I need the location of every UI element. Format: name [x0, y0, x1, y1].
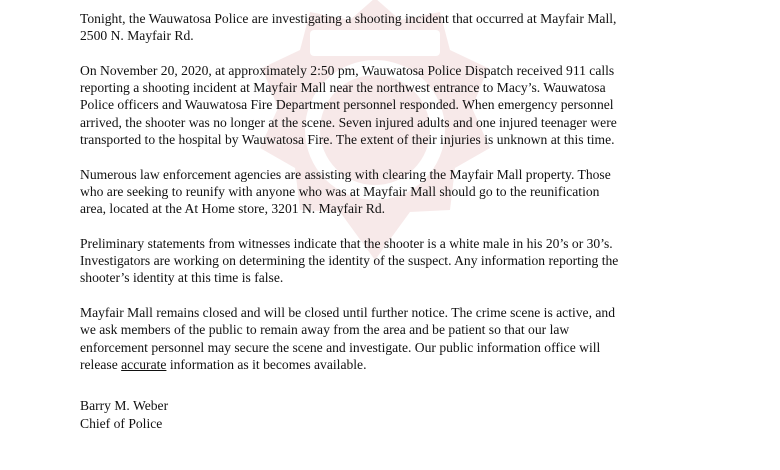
line: Tonight, the Wauwatosa Police are investigating a shooting incident that occurred at Mayfair Mall, [80, 11, 617, 26]
line: arrived, the shooter was no longer at the scene. Seven injured adults and one injured teenager were [80, 114, 617, 130]
line: Police officers and Wauwatosa Fire Department personnel responded. When emergency personnel [80, 97, 614, 113]
line: 2500 N. Mayfair Rd. [80, 28, 194, 44]
line: Preliminary statements from witnesses indicate that the shooter is a white male in his 20’s or 30’s. [80, 235, 613, 251]
line: transported to the hospital by Wauwatosa Fire. The extent of their injuries is unknown at this time. [80, 132, 615, 148]
paragraph-2 [80, 62, 720, 148]
line-after: information as it becomes available. [166, 356, 367, 372]
signature-title: Chief of Police [80, 415, 163, 431]
line: area, located at the At Home store, 3201 N. Mayfair Rd. [80, 201, 386, 217]
line: Mayfair Mall remains closed and will be closed until further notice. The crime scene is active, and [80, 305, 616, 321]
paragraph-5 [80, 304, 720, 373]
line: enforcement personnel may secure the scene and investigate. Our public information office will [80, 339, 601, 355]
line: Numerous law enforcement agencies are assisting with clearing the Mayfair Mall property. Those [80, 166, 611, 182]
line: On November 20, 2020, at approximately 2:50 pm, Wauwatosa Police Dispatch received 911 calls [80, 62, 615, 78]
line: Investigators are working on determining the identity of the suspect. Any information reporting the [80, 253, 619, 269]
line: who are seeking to reunify with anyone who was at Mayfair Mall should go to the reunification [80, 183, 600, 199]
line: shooter’s identity at this time is false. [80, 270, 284, 286]
line-before: release [80, 356, 122, 372]
line: reporting a shooting incident at Mayfair Mall near the northwest entrance to Macy’s. Wauwatosa [80, 80, 606, 96]
signature-block [80, 397, 720, 432]
paragraph-1 [80, 10, 720, 45]
paragraph-4 [80, 235, 720, 287]
underlined-word: accurate [121, 356, 167, 372]
document-body [80, 10, 720, 432]
paragraph-3 [80, 166, 720, 218]
signature-name: Barry M. Weber [80, 398, 169, 414]
line: we ask members of the public to remain away from the area and be patient so that our law [80, 322, 570, 338]
